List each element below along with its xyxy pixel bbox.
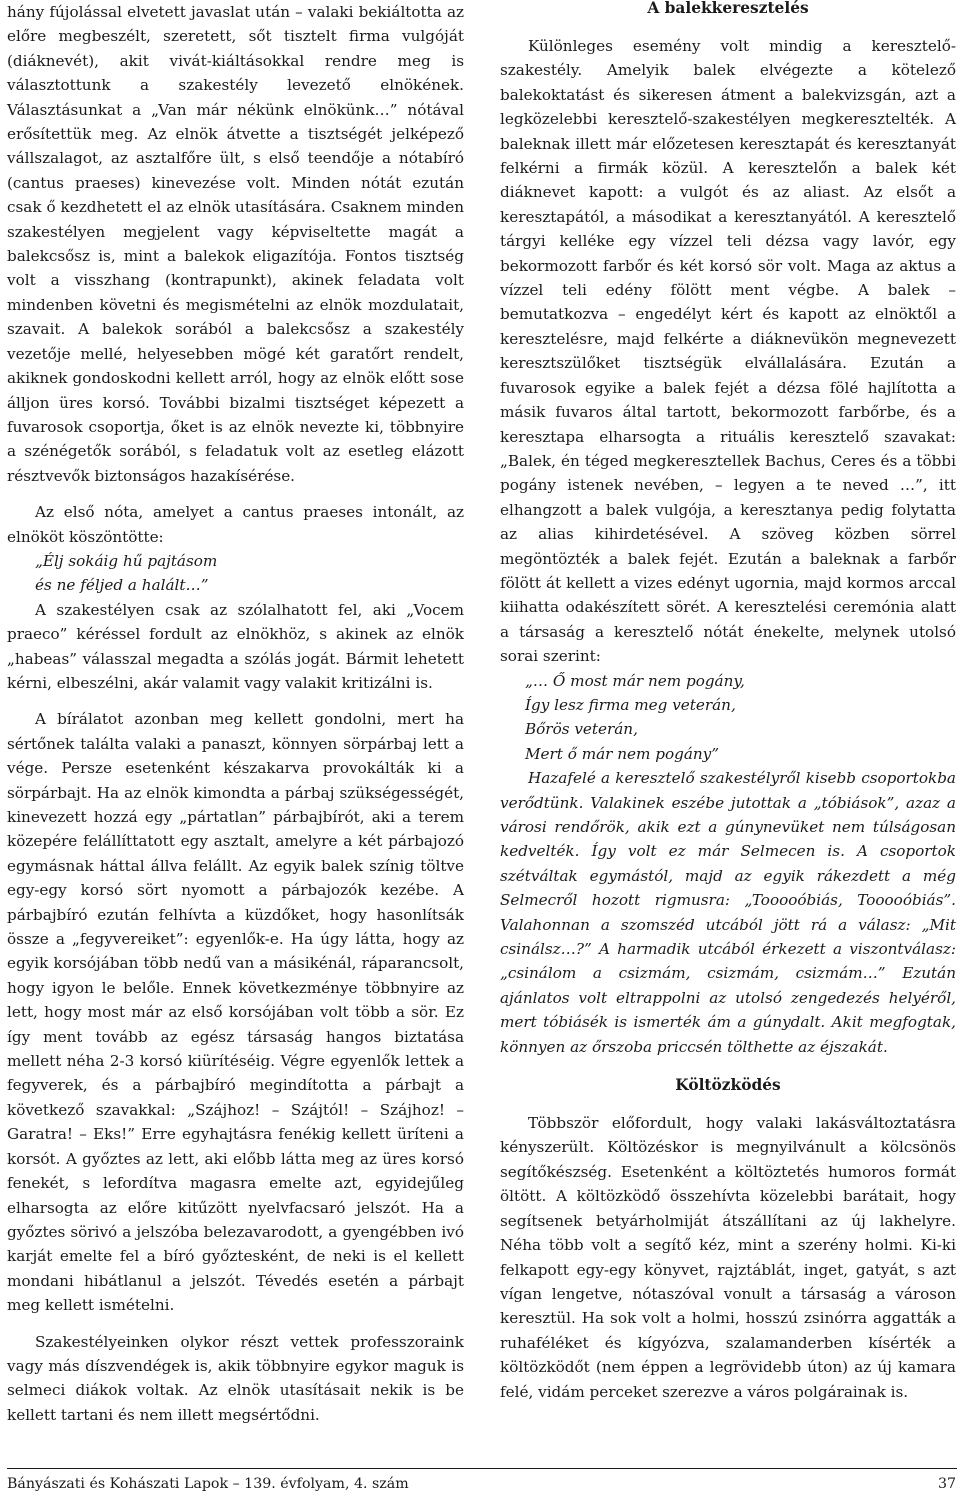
left-paragraph-2: Az első nóta, amelyet a cantus praeses intonált, az elnököt köszöntötte: <box>7 503 464 546</box>
section-heading-balekkereszteles: A balekkeresztelés <box>647 0 809 17</box>
right-verse <box>500 669 956 767</box>
right-paragraph-2: Hazafelé a keresztelő szakestélyről kisebb csoportokba verődtünk. Valakinek eszébe jutottak a „tóbiások”, azaz a városi rendőrök, akik ezt a gúnynevüket nem túlságosan kedvelték. Így volt ez már Selmecen is. A csoportok szétváltak egymástól, majd az egyik rákezdett a még Selmecről hozott rigmusra: „Tooooóbiás, Tooooóbiás”. Valahonnan a szomszéd utcából jött rá a válasz: „Mit csinálsz…?” A harmadik utcából érkezett a viszontválasz: „csinálom a csizmám, csizmám, csizmám…” Ezután ajánlatos volt eltrappolni az utolsó zengedezés helyéről, mert tóbiásék is ismerték ám a gúnydalt. Akit megfogtak, könnyen az őrszoba priccsén tölthette az éjszakát. <box>500 769 956 1056</box>
left-paragraph-1: hány fújolással elvetett javaslat után – valaki bekiáltotta az előre megbeszélt, szeretett, sőt tisztelt firma vulgóját (diáknevét), akit vivát-kiáltásokkal rendre meg is választottunk a szakestély levezető elnökének. Választásunkat a „Van már nékünk elnökünk…” nótával erősítettük meg. Az elnök átvette a tisztségét jelképező vállszalagot, az asztalfőre ült, s első teendője a nótabíró (cantus praeses) kinevezése volt. Minden nótát ezután csak ő kezdhetett el az elnök utasítására. Csaknem minden szakestélyen megjelent vagy képviseltette magát a balekcsősz is, mint a balekok eligazítója. Fontos tisztség volt a visszhang (kontrapunkt), akinek feladata volt mindenben követni és megismételni az elnök mozdulatait, szavait. A balekok sorából a balekcsősz a szakestély vezetője mellé, helyesebben mögé két garatőrt rendelt, akiknek gondoskodni kellett arról, hogy az elnök előtt sose álljon üres korsó. További bizalmi tisztséget képezett a fuvarosok csoportja, őket is az elnök nevezte ki, többnyire a szénégetők sorából, s feladatuk volt az esetleg elázott résztvevők biztonságos hazakísérése. <box>7 3 464 485</box>
verse-line: „… Ő most már nem pogány, <box>525 671 745 690</box>
verse-line: és ne féljed a halált…” <box>35 576 209 595</box>
page-number: 37 <box>937 1476 956 1492</box>
verse-line: Így lesz firma meg veterán, <box>525 695 736 714</box>
left-verse <box>7 549 464 598</box>
footer-journal: Bányászati és Kohászati Lapok – 139. évfolyam, 4. szám <box>7 1476 409 1492</box>
section-heading-koltozkodes: Költözködés <box>675 1076 781 1095</box>
left-paragraph-5: Szakestélyeinken olykor részt vettek professzoraink vagy más díszvendégek is, akik többnyire egykor maguk is selmeci diákok voltak. Az elnök utasításait nekik is be kellett tartani és nem illett megsértődni. <box>7 1332 464 1424</box>
footer-divider <box>7 1468 957 1469</box>
right-paragraph-1: Különleges esemény volt mindig a keresztelő-szakestély. Amelyik balek elvégezte a kötelező balekoktatást és sikeresen átment a balekvizsgán, azt a legközelebbi keresztelő-szakestélyen megkeresztelték. A baleknak illett már előzetesen keresztapát és keresztanyát felkérni a firmák közül. A keresztelőn a balek két diáknevet kapott: a vulgót és az aliast. Az elsőt a keresztapától, a másodikat a keresztanyától. A keresztelő tárgyi kelléke egy vízzel teli dézsa vagy lavór, egy bekormozott farbőr és két korsó sör volt. Maga az aktus a vízzel teli edény fölött ment végbe. A balek – bemutatkozva – engedélyt kért és kapott az elnöktől a keresztelésre, majd felkérte a diáknevükön megnevezett keresztszülőket tisztségük elvállalására. Ezután a fuvarosok egyike a balek fejét a dézsa fölé hajlította a másik fuvaros által tartott, bekormozott farbőrbe, és a keresztapa elharsogta a rituális keresztelő szavakat: „Balek, én téged megkeresztellek Bachus, Ceres és a többi pogány istenek nevében, – legyen a te neved …”, itt elhangzott a balek vulgója, a keresztanya pedig folytatta az alias kihirdetésével. A szöveg közben sörrel megöntözték a balek fejét. Ezután a baleknak a farbőr fölött át kellett a vizes edényt ugornia, majd kormos arccal kiihatta odakészített sörét. A keresztelési ceremónia alatt a társaság a keresztelő nótát énekelte, melynek utolsó sorai szerint: <box>500 37 956 666</box>
left-paragraph-3: A szakestélyen csak az szólalhatott fel, aki „Vocem praeco” kéréssel fordult az elnökhöz, s akinek az elnök „habeas” válasszal megadta a szólás jogát. Bármit lehetett kérni, elbeszélni, akár valamit vagy valakit kritizálni is. <box>7 600 464 692</box>
left-paragraph-4: A bírálatot azonban meg kellett gondolni, mert ha sértőnek találta valaki a panaszt, könnyen sörpárbaj lett a vége. Persze esetenként készakarva provokálták ki a sörpárbajt. Ha az elnök kimondta a párbaj szükségességét, kinevezett hozzá egy „pártatlan” párbajbírót, aki a terem közepére felállíttatott egy asztalt, amelyre a két párbajozó egymásnak háttal állva felállt. Az egyik balek színig töltve egy-egy korsó sört nyomott a párbajozók kezébe. A párbajbíró ezután felhívta a küzdőket, hogy hasonlítsák össze a „fegyvereiket”: egyenlők-e. Ha úgy látta, hogy az egyik korsójában több nedű van a másikénál, ráparancsolt, hogy igyon le belőle. Ennek következménye többnyire az lett, hogy most már az első korsójában volt több a sör. Ez így ment tovább az egész társaság hangos biztatása mellett néha 2-3 korsó kiürítéséig. Végre egyenlők lettek a fegyverek, és a párbajbíró megindította a párbajt a következő szavakkal: „Szájhoz! – Szájtól! – Szájhoz! – Garatra! – Eks!” Erre egyhajtásra fenékig kellett üríteni a korsót. A győztes az lett, aki előbb látta meg az üres korsó fenekét, s lefordítva magasra emelte azt, egyidejűleg elharsogta az előre kitűzött nyelvfacsaró jelszót. Ha a győztes sörivó a jelszóba belezavarodott, a gyengébben ivó karját emelte fel a bíró győztesként, de neki is el kellett mondani hibátlanul a jelszót. Tévedés esetén a párbajt meg kellett ismételni. <box>7 710 464 1315</box>
verse-line: Bőrös veterán, <box>525 720 638 739</box>
verse-line: Mert ő már nem pogány” <box>525 744 720 763</box>
verse-line: „Élj sokáig hű pajtásom <box>35 551 218 570</box>
right-column <box>500 0 956 1404</box>
right-paragraph-3: Többször előfordult, hogy valaki lakásváltoztatásra kényszerült. Költözéskor is megnyilvánult a kölcsönös segítőkészség. Esetenként a költöztetés humoros formát öltött. A költözködő összehívta közelebbi barátait, hogy segítsenek betyárholmiját átszállítani az új lakhelyre. Néha több volt a segítő kéz, mint a szerény holmi. Ki-ki felkapott egy-egy könyvet, rajztáblát, inget, gatyát, s azt vígan lengetve, nótaszóval vonult a társaság a városon keresztül. Ha sok volt a holmi, hosszú zsinórra aggatták a ruhaféléket és kígyózva, szalamanderben kísérték a költözködőt (nem éppen a legrövidebb úton) az új kamara felé, vidám perceket szerezve a város polgárainak is. <box>500 1114 956 1401</box>
left-column <box>7 0 464 1427</box>
